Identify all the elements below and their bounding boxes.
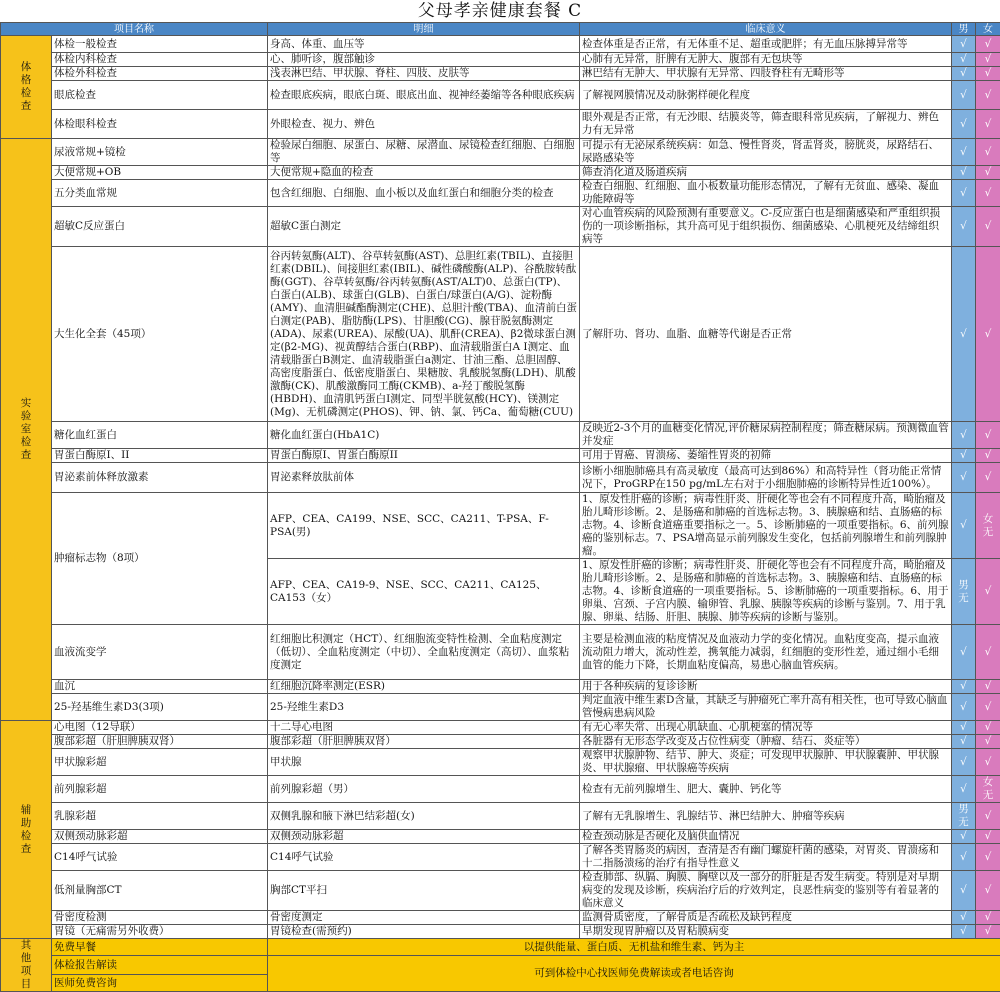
item-detail: 胸部CT平扫 [268, 871, 580, 911]
table-row [1, 844, 1000, 871]
table-row [1, 449, 1000, 463]
table-row [1, 776, 1000, 803]
item-meaning: 判定血液中维生素D含量，其缺乏与肿瘤死亡率升高有相关性，也可导致心脑血管慢病患病风险 [580, 694, 952, 721]
table-row [1, 911, 1000, 925]
table-row [1, 925, 1000, 939]
male-mark: √ [952, 830, 976, 844]
male-mark: √ [952, 871, 976, 911]
female-mark: √ [976, 871, 1000, 911]
item-name: 体检一般检查 [52, 36, 268, 53]
male-mark: √ [952, 776, 976, 803]
item-meaning: 各脏器有无形态学改变及占位性病变（肿瘤、结石、炎症等） [580, 735, 952, 749]
header-female: 女 [976, 23, 1000, 36]
female-mark: √ [976, 247, 1000, 422]
header-item: 项目名称 [1, 23, 268, 36]
item-meaning: 检查肺部、纵膈、胸膜、胸壁以及一部分的肝脏是否发生病变。特别是对早期病变的发现及诊断，疾病治疗后的疗效判定，良恶性病变的鉴别等有着显著的临床意义 [580, 871, 952, 911]
item-detail: 谷丙转氨酶(ALT)、谷草转氨酶(AST)、总胆红素(TBIL)、直接胆红素(DBIL)、间接胆红素(IBIL)、碱性磷酸酶(ALP)、谷酰胺转酞酶(GGT)、谷草转氨酶/谷丙转氨酶(AST/ALT)0、总蛋白(TP)、白蛋白(ALB)、球蛋白(GLB)、白蛋白/球蛋白(A/G)、淀粉酶(AMY)、血清胆碱酯酶测定(CHE)、总胆汁酸(TBA)、血清前白蛋白测定(PAB)、脂肪酶(LPS)、甘胆酸(CG)、腺苷脱氨酶测定(ADA)、尿素(UREA)、尿酸(UA)、肌酐(CREA)、β2微球蛋白测定(β2-MG)、视黄醇结合蛋白(RBP)、血清载脂蛋白A I测定、血清载脂蛋白B测定、血清载脂蛋白a测定、甘油三酯、总胆固醇、高密度脂蛋白、低密度脂蛋白、果糖胺、乳酸脱氢酶(LDH)、肌酸激酶(CK)、肌酸激酶同工酶(CKMB)、a-羟丁酸脱氢酶(HBDH)、血清肌钙蛋白I测定、同型半胱氨酸(HCY)、镁测定(Mg)、无机磷测定(PHOS)、钾、钠、氯、钙Ca、葡萄糖(CUU) [268, 247, 580, 422]
table-row [1, 680, 1000, 694]
female-none-mark: 女无 [976, 776, 1000, 803]
male-mark: √ [952, 81, 976, 110]
item-name: 体检眼科检查 [52, 110, 268, 139]
table-row [1, 422, 1000, 449]
category-lab: 实 验 室 检 查 [1, 139, 52, 721]
item-meaning: 对心血管疾病的风险预测有重要意义。C-反应蛋白也是细菌感染和严重组织损伤的一项诊断指标，其升高可见于组织损伤、细菌感染、心肌梗死及结缔组织病等 [580, 207, 952, 247]
item-detail: 糖化血红蛋白(HbA1C) [268, 422, 580, 449]
item-name: 腹部彩超（肝胆脾胰双肾） [52, 735, 268, 749]
table-row [1, 625, 1000, 680]
item-meaning: 1、原发性肝癌的诊断；病毒性肝炎、肝硬化等也会有不同程度升高，畸胎瘤及胎儿畸形诊断。2、是肠癌和肺癌的首选标志物。3、胰腺癌和结、直肠癌的标志物。4、诊断食道癌的一项重要指标。5、诊断肺癌的一项重要指标。6、用于卵巢、宫颈、子宫内膜、输卵管、乳腺、胰腺等疾病的诊断与鉴别。7、用于乳腺、卵巢、结肠、肝胆、胰腺、肺等疾病的诊断与鉴别。 [580, 559, 952, 625]
item-detail: 大便常规+隐血的检查 [268, 166, 580, 180]
table-row [1, 166, 1000, 180]
male-mark: √ [952, 844, 976, 871]
table-row [1, 939, 1000, 956]
package-table [0, 22, 1000, 992]
item-name: 前列腺彩超 [52, 776, 268, 803]
header-detail: 明细 [268, 23, 580, 36]
female-mark: √ [976, 67, 1000, 81]
item-meaning: 用于各种疾病的复诊诊断 [580, 680, 952, 694]
female-mark: √ [976, 463, 1000, 493]
item-detail: C14呼气试验 [268, 844, 580, 871]
male-mark: √ [952, 925, 976, 939]
item-name: 医师免费咨询 [52, 975, 268, 992]
female-mark: √ [976, 180, 1000, 207]
item-name: 胃镜（无痛需另外收费） [52, 925, 268, 939]
male-none-mark: 男无 [952, 559, 976, 625]
female-mark: √ [976, 911, 1000, 925]
item-name: 骨密度检测 [52, 911, 268, 925]
female-mark: √ [976, 36, 1000, 53]
item-detail: 腹部彩超（肝胆脾胰双肾） [268, 735, 580, 749]
table-row [1, 247, 1000, 422]
table-row [1, 53, 1000, 67]
table-row [1, 694, 1000, 721]
male-mark: √ [952, 207, 976, 247]
item-detail: 包含红细胞、白细胞、血小板以及血红蛋白和细胞分类的检查 [268, 180, 580, 207]
item-meaning: 主要是检测血液的粘度情况及血液动力学的变化情况。血粘度变高，提示血液流动阻力增大，流动性差，携氧能力减弱，红细胞的变形性差，通过细小毛细血管的能力下降，长期血粘度偏高，易患心脑血管疾病。 [580, 625, 952, 680]
table-row [1, 721, 1000, 735]
item-meaning: 诊断小细胞肺癌具有高灵敏度（最高可达到86%）和高特异性（肾功能正常情况下，ProGRP在150 pg/mL左右对于小细胞肺癌的诊断特异性近100%）。 [580, 463, 952, 493]
item-name: 五分类血常规 [52, 180, 268, 207]
item-detail: 胃泌素释放肽前体 [268, 463, 580, 493]
female-mark: √ [976, 694, 1000, 721]
table-row [1, 463, 1000, 493]
category-physical: 体 格 检 查 [1, 36, 52, 139]
female-mark: √ [976, 422, 1000, 449]
male-mark: √ [952, 36, 976, 53]
table-row [1, 139, 1000, 166]
female-mark: √ [976, 625, 1000, 680]
item-meaning: 可用于胃癌、胃溃疡、萎缩性胃炎的初筛 [580, 449, 952, 463]
item-name: 乳腺彩超 [52, 803, 268, 830]
item-meaning: 淋巴结有无肿大、甲状腺有无异常、四肢脊柱有无畸形等 [580, 67, 952, 81]
item-name: 甲状腺彩超 [52, 749, 268, 776]
table-row [1, 803, 1000, 830]
female-mark: √ [976, 803, 1000, 830]
item-name: 血沉 [52, 680, 268, 694]
item-name: 心电图（12导联） [52, 721, 268, 735]
item-name: 大便常规+OB [52, 166, 268, 180]
female-mark: √ [976, 721, 1000, 735]
male-mark: √ [952, 449, 976, 463]
category-aux: 辅 助 检 查 [1, 721, 52, 939]
female-mark: √ [976, 830, 1000, 844]
male-mark: √ [952, 749, 976, 776]
table-row [1, 207, 1000, 247]
item-meaning: 检查有无前列腺增生、肥大、囊肿、钙化等 [580, 776, 952, 803]
male-mark: √ [952, 680, 976, 694]
table-row [1, 871, 1000, 911]
table-row [1, 36, 1000, 53]
item-name: 糖化血红蛋白 [52, 422, 268, 449]
female-mark: √ [976, 559, 1000, 625]
item-name: 肿瘤标志物（8项） [52, 493, 268, 625]
female-mark: √ [976, 844, 1000, 871]
item-detail: 红细胞比积测定（HCT）、红细胞流变特性检测、全血粘度测定（低切）、全血粘度测定（中切）、全血粘度测定（高切）、血浆粘度测定 [268, 625, 580, 680]
male-none-mark: 男无 [952, 803, 976, 830]
male-mark: √ [952, 139, 976, 166]
item-meaning: 监测骨质密度，了解骨质是否疏松及缺钙程度 [580, 911, 952, 925]
table-row [1, 67, 1000, 81]
male-mark: √ [952, 422, 976, 449]
male-mark: √ [952, 53, 976, 67]
item-meaning: 检查体重是否正常，有无体重不足、超重或肥胖；有无血压脉搏异常等 [580, 36, 952, 53]
male-mark: √ [952, 721, 976, 735]
male-mark: √ [952, 625, 976, 680]
item-name: 25-羟基维生素D3(3项) [52, 694, 268, 721]
item-meaning: 筛查消化道及肠道疾病 [580, 166, 952, 180]
item-name: 胃泌素前体释放激素 [52, 463, 268, 493]
item-detail: 胃镜检查(需预约) [268, 925, 580, 939]
item-name: 体检内科检查 [52, 53, 268, 67]
table-header-row [1, 23, 1000, 36]
item-detail: 超敏C蛋白测定 [268, 207, 580, 247]
item-detail: 甲状腺 [268, 749, 580, 776]
item-name: C14呼气试验 [52, 844, 268, 871]
table-row [1, 110, 1000, 139]
item-meaning: 反映近2-3个月的血糖变化情况,评价糖尿病控制程度；筛查糖尿病。预测微血管并发症 [580, 422, 952, 449]
item-name: 胃蛋白酶原I、II [52, 449, 268, 463]
male-mark: √ [952, 463, 976, 493]
table-row [1, 749, 1000, 776]
item-detail: 浅表淋巴结、甲状腺、脊柱、四肢、皮肤等 [268, 67, 580, 81]
table-row [1, 81, 1000, 110]
item-meaning: 了解各类胃肠炎的病因，查清是否有幽门螺旋杆菌的感染，对胃炎、胃溃疡和十二指肠溃疡的治疗有指导性意义 [580, 844, 952, 871]
male-mark: √ [952, 911, 976, 925]
item-detail: AFP、CEA、CA19-9、NSE、SCC、CA211、CA125、CA153（女） [268, 559, 580, 625]
item-name: 体检外科检查 [52, 67, 268, 81]
female-mark: √ [976, 166, 1000, 180]
male-mark: √ [952, 180, 976, 207]
female-mark: √ [976, 749, 1000, 776]
item-meaning: 检查白细胞、红细胞、血小板数量功能形态情况，了解有无贫血、感染、凝血功能障碍等 [580, 180, 952, 207]
item-name: 大生化全套（45项） [52, 247, 268, 422]
item-detail: 双侧乳腺和腋下淋巴结彩超(女) [268, 803, 580, 830]
male-mark: √ [952, 694, 976, 721]
item-name: 双侧颈动脉彩超 [52, 830, 268, 844]
item-detail: 心、肺听诊，腹部触诊 [268, 53, 580, 67]
header-meaning: 临床意义 [580, 23, 952, 36]
female-mark: √ [976, 207, 1000, 247]
item-name: 超敏C反应蛋白 [52, 207, 268, 247]
male-mark: √ [952, 67, 976, 81]
item-meaning: 眼外观是否正常，有无沙眼、结膜炎等，筛查眼科常见疾病，了解视力、辨色力有无异常 [580, 110, 952, 139]
item-detail: AFP、CEA、CA199、NSE、SCC、CA211、T-PSA、F-PSA(男) [268, 493, 580, 559]
table-row [1, 493, 1000, 559]
item-name: 免费早餐 [52, 939, 268, 956]
female-none-mark: 女无 [976, 493, 1000, 559]
item-meaning: 早期发现胃肿瘤以及胃粘膜病变 [580, 925, 952, 939]
female-mark: √ [976, 110, 1000, 139]
item-desc: 以提供能量、蛋白质、无机盐和维生素、钙为主 [268, 939, 1000, 956]
female-mark: √ [976, 925, 1000, 939]
item-detail: 骨密度测定 [268, 911, 580, 925]
table-row [1, 735, 1000, 749]
item-name: 血液流变学 [52, 625, 268, 680]
item-detail: 红细胞沉降率测定(ESR) [268, 680, 580, 694]
item-meaning: 了解有无乳腺增生、乳腺结节、淋巴结肿大、肿瘤等疾病 [580, 803, 952, 830]
item-name: 眼底检查 [52, 81, 268, 110]
male-mark: √ [952, 493, 976, 559]
table-row [1, 956, 1000, 975]
table-row [1, 830, 1000, 844]
item-meaning: 1、原发性肝癌的诊断；病毒性肝炎、肝硬化等也会有不同程度升高，畸胎瘤及胎儿畸形诊断。2、是肠癌和肺癌的首选标志物。3、胰腺癌和结、直肠癌的标志物。4、诊断食道癌重要指标之一。5、诊断肺癌的一项重要指标。6、前列腺癌的鉴别标志。7、PSA增高显示前列腺发生变化，包括前列腺增生和前列腺肿瘤。 [580, 493, 952, 559]
item-name: 体检报告解读 [52, 956, 268, 975]
item-detail: 外眼检查、视力、辨色 [268, 110, 580, 139]
item-meaning: 可提示有无泌尿系统疾病：如急、慢性肾炎，肾盂肾炎，膀胱炎，尿路结石、尿路感染等 [580, 139, 952, 166]
item-detail: 胃蛋白酶原I、胃蛋白酶原II [268, 449, 580, 463]
female-mark: √ [976, 53, 1000, 67]
table-row [1, 180, 1000, 207]
item-detail: 25-羟维生素D3 [268, 694, 580, 721]
page-title: 父母孝亲健康套餐 C [0, 0, 1000, 22]
item-name: 尿液常规+镜检 [52, 139, 268, 166]
item-detail: 检验尿白细胞、尿蛋白、尿糖、尿潜血、尿镜检查红细胞、白细胞等 [268, 139, 580, 166]
item-desc: 可到体检中心找医师免费解读或者电话咨询 [268, 956, 1000, 992]
female-mark: √ [976, 139, 1000, 166]
female-mark: √ [976, 680, 1000, 694]
female-mark: √ [976, 81, 1000, 110]
item-meaning: 观察甲状腺肿物、结节、肿大、炎症；可发现甲状腺肿、甲状腺囊肿、甲状腺炎、甲状腺瘤、甲状腺癌等疾病 [580, 749, 952, 776]
male-mark: √ [952, 110, 976, 139]
item-meaning: 了解视网膜情况及动脉粥样硬化程度 [580, 81, 952, 110]
male-mark: √ [952, 247, 976, 422]
item-detail: 双侧颈动脉彩超 [268, 830, 580, 844]
male-mark: √ [952, 735, 976, 749]
item-name: 低剂量胸部CT [52, 871, 268, 911]
header-male: 男 [952, 23, 976, 36]
female-mark: √ [976, 449, 1000, 463]
item-meaning: 心肺有无异常，肝脾有无肿大、腹部有无包块等 [580, 53, 952, 67]
item-detail: 身高、体重、血压等 [268, 36, 580, 53]
category-other: 其 他 项 目 [1, 939, 52, 992]
item-meaning: 了解肝功、肾功、血脂、血糖等代谢是否正常 [580, 247, 952, 422]
item-detail: 检查眼底疾病，眼底白斑、眼底出血、视神经萎缩等各种眼底疾病 [268, 81, 580, 110]
item-detail: 十二导心电图 [268, 721, 580, 735]
item-detail: 前列腺彩超（男） [268, 776, 580, 803]
female-mark: √ [976, 735, 1000, 749]
item-meaning: 检查颈动脉是否硬化及脑供血情况 [580, 830, 952, 844]
item-meaning: 有无心率失常、出现心肌缺血、心肌梗塞的情况等 [580, 721, 952, 735]
male-mark: √ [952, 166, 976, 180]
